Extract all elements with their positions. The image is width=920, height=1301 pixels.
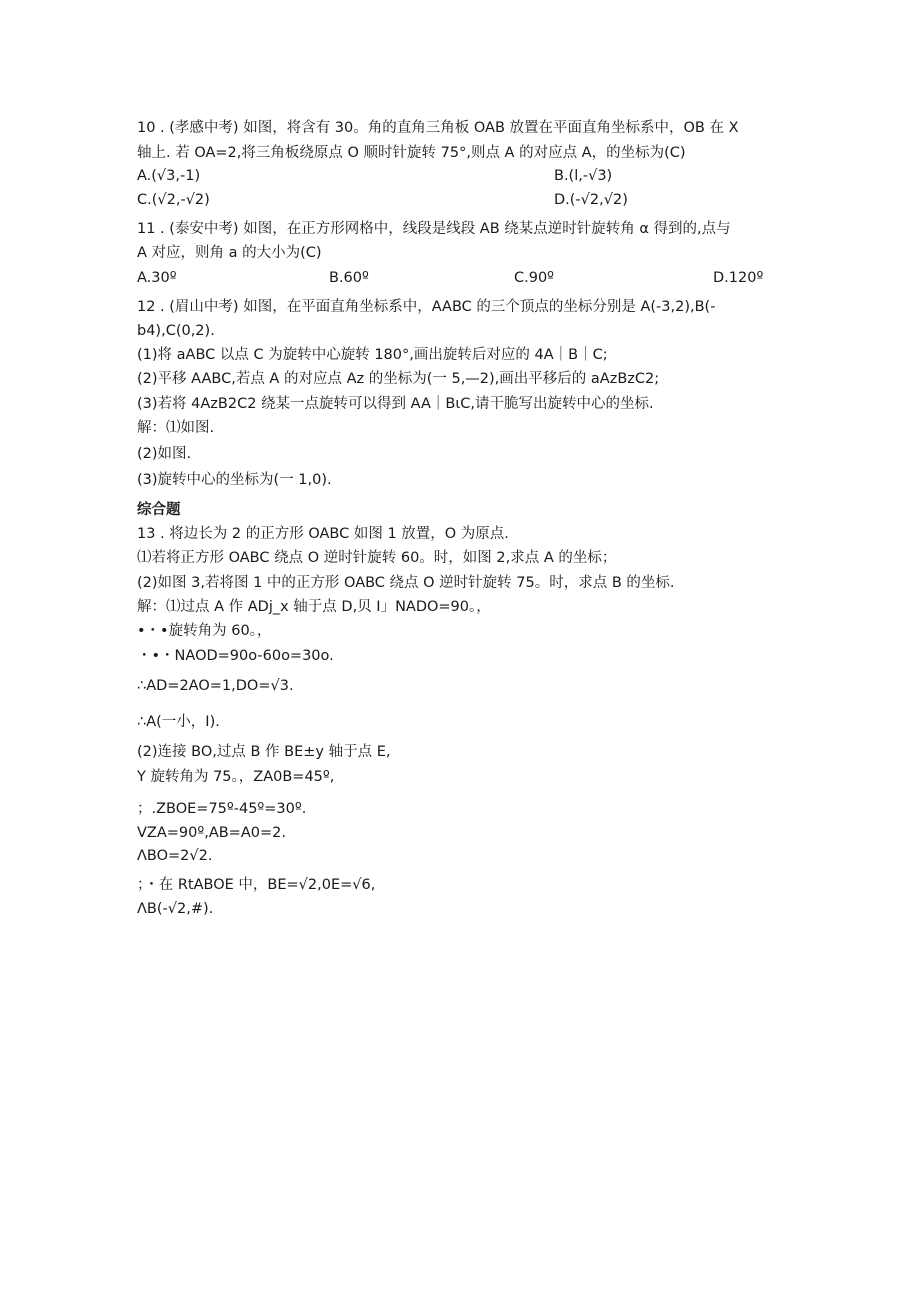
q11-line-2: A 对应，则角 a 的大小为(C) (137, 245, 322, 261)
q12-line-3: (1)将 aABC 以点 C 为旋转中心旋转 180°,画出旋转后对应的 4A｜B｜C; (137, 347, 608, 363)
q13-line-9: (2)连接 BO,过点 B 作 BE±y 轴于点 E, (137, 744, 391, 760)
q13-line-4: 解：⑴过点 A 作 ADj_x 轴于点 D,贝 I」NADO=90。， (137, 599, 491, 615)
q10-option-c: C.(√2,-√2) (137, 192, 210, 208)
q13-line-2: ⑴若将正方形 OABC 绕点 O 逆时针旋转 60。时，如图 2,求点 A 的坐标； (137, 550, 617, 566)
q12-line-1: 12 . (眉山中考) 如图，在平面直角坐标系中，AABC 的三个顶点的坐标分别是 A(-3,2),B(- (137, 299, 716, 315)
q12-line-5: (3)若将 4AzB2C2 绕某一点旋转可以得到 AA｜BιC,请干脆写出旋转中心的坐标. (137, 396, 654, 412)
q12-line-2: b4),C(0,2). (137, 323, 215, 339)
q10-line-1: 10 . (孝感中考) 如图，将含有 30。角的直角三角板 OAB 放置在平面直角坐标系中，OB 在 X (137, 120, 739, 136)
q12-line-8: (3)旋转中心的坐标为(一 1,0). (137, 472, 332, 488)
q13-line-11: ；.ZBOE=75º-45º=30º. (137, 801, 307, 817)
q13-line-6: ・•・NAOD=90o-60o=30o. (137, 648, 334, 664)
q12-line-4: (2)平移 AABC,若点 A 的对应点 Az 的坐标为(一 5,—2),画出平移后的 aAzBzC2; (137, 371, 660, 387)
q13-line-7: ∴AD=2AO=1,DO=√3. (137, 678, 294, 694)
q13-line-10: Y 旋转角为 75。，ZA0B=45º, (137, 769, 335, 785)
q11-option-c: C.90º (514, 270, 555, 286)
section-title: 综合题 (137, 502, 181, 518)
q11-line-1: 11 . (泰安中考) 如图，在正方形网格中，线段是线段 AB 绕某点逆时针旋转角 α 得到的,点与 (137, 221, 731, 237)
q13-line-14: ；・在 RtABOE 中，BE=√2,0E=√6, (137, 877, 376, 893)
q13-line-1: 13 . 将边长为 2 的正方形 OABC 如图 1 放置，O 为原点. (137, 526, 509, 542)
q12-line-7: (2)如图. (137, 446, 192, 462)
q13-line-13: ΛBO=2√2. (137, 848, 213, 864)
q10-option-b: B.(l,-√3) (554, 168, 613, 184)
q11-option-d: D.120º (713, 270, 764, 286)
q13-line-8: ∴A(一小，I). (137, 714, 220, 730)
q11-option-a: A.30º (137, 270, 177, 286)
q13-line-3: (2)如图 3,若将图 1 中的正方形 OABC 绕点 O 逆时针旋转 75。时，求点 B 的坐标. (137, 575, 675, 591)
q10-line-2: 轴上. 若 OA=2,将三角板绕原点 O 顺时针旋转 75°,则点 A 的对应点 A，的坐标为(C) (137, 145, 686, 161)
q10-option-d: D.(-√2,√2) (554, 192, 628, 208)
q13-line-5: •・•旋转角为 60。， (137, 623, 272, 639)
q11-option-b: B.60º (329, 270, 369, 286)
q13-line-15: ΛB(-√2,#). (137, 901, 214, 917)
q10-option-a: A.(√3,-1) (137, 168, 201, 184)
q13-line-12: VZA=90º,AB=A0=2. (137, 825, 286, 841)
q12-line-6: 解：⑴如图. (137, 420, 215, 436)
